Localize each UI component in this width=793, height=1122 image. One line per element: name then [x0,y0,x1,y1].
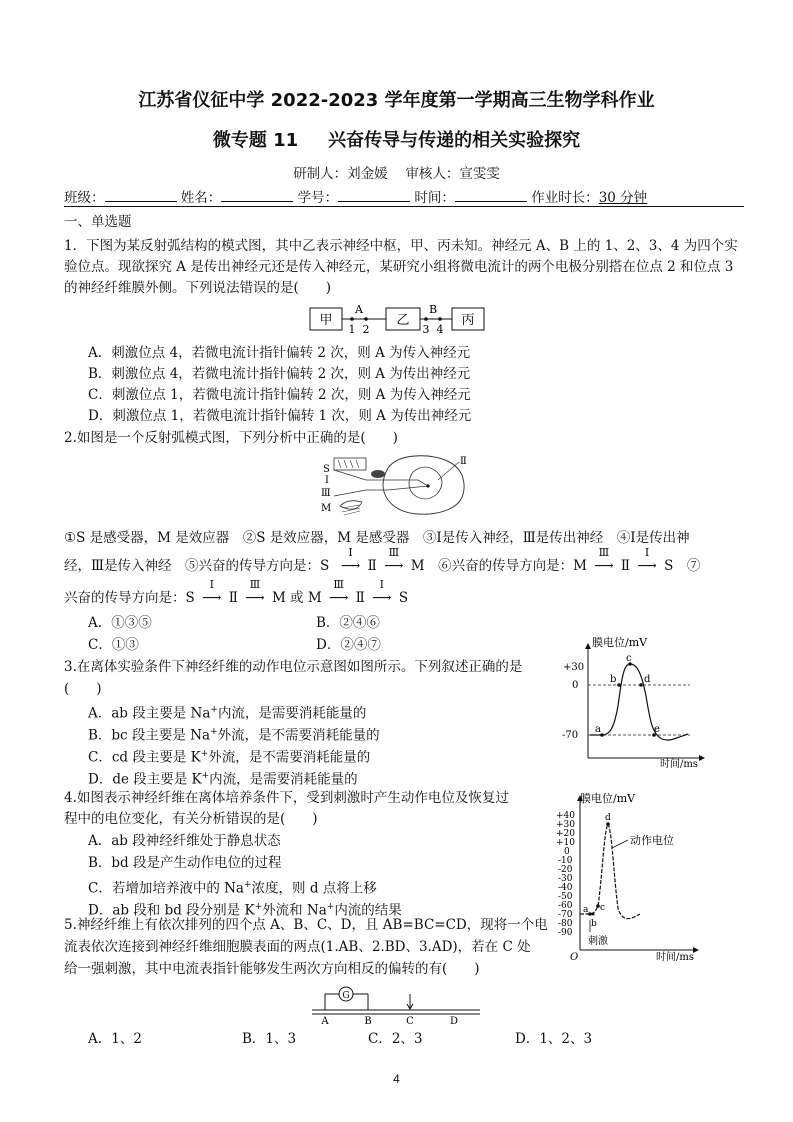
class-field[interactable] [105,189,177,202]
q3-option-b[interactable]: B．bc 段主要是 Na+外流，是不需要消耗能量的 [88,727,380,744]
q4-option-b[interactable]: B．bd 段是产生动作电位的过程 [88,855,282,871]
q3-option-d[interactable]: D．de 段主要是 K+内流，是需要消耗能量的 [88,771,358,788]
label-m: M [321,503,332,514]
box-bing-label: 丙 [461,313,475,328]
subtitle-number: 微专题 11 [212,130,299,151]
q5-stem-line2: 流表依次连接到神经纤维细胞膜表面的两点(1.AB、2.BD、3.AD)，若在 C 处 [64,939,531,955]
box-yi-label: 乙 [396,313,410,328]
label-c: c [626,653,632,664]
q1-option-d[interactable]: D．刺激位点 1，若微电流计指针偏转 1 次，则 A 为传出神经元 [88,408,472,424]
ap-curve [590,664,688,740]
label-d: d [605,813,611,823]
q3-option-c[interactable]: C．cd 段主要是 K+外流，是不需要消耗能量的 [88,749,371,766]
q2-line3-part-c: M 或 M [271,590,322,606]
q1-option-a[interactable]: A．刺激位点 4，若微电流计指针偏转 2 次，则 A 为传入神经元 [88,345,471,361]
q2-option-d[interactable]: D．②④⑦ [316,637,381,653]
q1-option-c[interactable]: C．刺激位点 1，若微电流计指针偏转 2 次，则 A 为传入神经元 [88,387,471,403]
neuron-b-label: B [428,303,438,316]
q2-line2-part-d: Ⅱ [620,558,631,574]
label-iii: Ⅲ [321,488,331,499]
id-field[interactable] [338,189,410,202]
q2-line-2 [64,546,701,576]
duration-value: 30 分钟 [598,190,648,206]
q2-line2-part-c: M ⑥兴奋的传导方向是：M [410,558,587,574]
arrow-iii-4: Ⅲ ⟶ [328,578,349,606]
svg-text:-90: -90 [558,928,573,938]
q4-membrane-potential-chart [550,790,710,966]
q3-action-potential-chart [558,636,708,768]
point-b-label: B [364,1016,372,1026]
tick-minus70: -70 [562,730,579,741]
svg-text:-40: -40 [558,883,573,893]
page-title: 江苏省仪征中学 2022-2023 学年度第一学期高三生物学科作业 [138,90,655,111]
label-ii: Ⅱ [460,456,467,467]
tick-0: 0 [572,680,579,691]
svg-text:-70: -70 [558,910,573,920]
q5-option-d[interactable]: D．1、2、3 [515,1031,593,1047]
class-label: 班级： [64,190,105,206]
svg-text:+20: +20 [556,829,575,839]
q5-nerve-fiber-diagram [310,984,482,1026]
point-b [617,683,621,687]
label-b: b [591,919,597,929]
q5-option-b[interactable]: B．1、3 [242,1031,297,1047]
q2-line3-part-e: S [398,590,409,606]
arrow-i-2: Ⅰ ⟶ [637,546,657,574]
section-heading: 一、单选题 [64,214,132,230]
q2-line2-part-a: 经，Ⅲ是传入神经 ⑤兴奋的传导方向是：S [64,558,330,574]
arrow-i-3: Ⅰ ⟶ [202,578,222,606]
q2-line3-part-a: 兴奋的传导方向是：S [64,590,195,606]
label-a: a [595,724,601,735]
svg-text:-50: -50 [558,892,573,902]
label-c: c [600,903,606,913]
name-label: 姓名： [180,190,222,206]
svg-text:-20: -20 [558,865,573,875]
page-number: 4 [393,1072,400,1086]
skin-receptor [334,458,366,470]
duration-label: 作业时长： [531,190,599,206]
svg-text:-30: -30 [558,874,573,884]
q1-stem: 1．下图为某反射弧结构的模式图，其中乙表示神经中枢，甲、丙未知。神经元 A、B 上的 1、2、3、4 为四个实验位点。现欲探究 A 是传出神经元还是传入神经元，某研究小组将微电流计的两个电极分别搭在位点 2 和位点 3 的神经纤维膜外侧。下列说法错误的是( ) [64,238,738,296]
arrow-iii-2: Ⅲ ⟶ [594,546,614,574]
point-c-label: C [406,1016,414,1026]
arrow-i-1: Ⅰ ⟶ [340,546,361,574]
point-b [592,913,595,916]
time-label: 时间： [414,190,455,206]
id-label: 学号： [297,190,339,206]
svg-text:+30: +30 [556,820,575,830]
x-axis-label: 时间/ms [660,759,698,768]
point-4-dot [438,317,442,321]
q2-option-a[interactable]: A．①③⑤ [88,615,152,631]
q3-stem-line2: ( ) [64,681,102,697]
label-s: S [323,464,330,475]
spinal-cord [383,456,464,514]
point-d [639,683,643,687]
point-d-label: D [449,1016,459,1026]
y-axis-label: 膜电位/mV [580,792,636,805]
arrow-iii-1: Ⅲ ⟶ [384,546,404,574]
point-4-label: 4 [436,323,444,336]
q2-stem: 2.如图是一个反射弧模式图，下列分析中正确的是( ) [64,430,398,446]
point-1-dot [350,317,354,321]
page-subtitle [0,126,793,152]
q2-line3-part-d: Ⅱ [355,590,365,606]
info-line [64,186,744,206]
point-a-label: A [321,1016,329,1026]
label-a: a [583,905,589,915]
arrow-iii-3: Ⅲ ⟶ [245,578,265,606]
arrow-i-4: Ⅰ ⟶ [372,578,392,606]
q5-stem-line1: 5.神经纤维上有依次排列的四个点 A、B、C、D，且 AB=BC=CD，现将一个电 [64,917,548,933]
svg-text:-60: -60 [558,901,573,911]
q5-option-c[interactable]: C．2、3 [368,1031,423,1047]
box-jia-label: 甲 [319,313,333,328]
svg-text:-80: -80 [558,919,573,929]
label-e: e [654,724,660,735]
q2-line2-part-e: S ⑦ [664,558,701,574]
point-3-dot [424,317,428,321]
subtitle-text: 兴奋传导与传递的相关实验探究 [328,130,581,151]
q4-option-d[interactable]: D．ab 段和 bd 段分别是 K+外流和 Na+内流的结果 [88,902,402,919]
label-i: Ⅰ [325,475,329,486]
q4-stem-line1: 4.如图表示神经纤维在离体培养条件下，受到刺激时产生动作电位及恢复过 [64,790,509,806]
authors-line: 研制人：刘金媛 审核人：宣雯雯 [293,166,500,182]
efferent-fiber [334,490,388,496]
svg-text:-10: -10 [558,856,573,866]
tick-plus30: +30 [563,662,585,673]
stimulus-label: 刺激 [588,936,608,947]
q3-stem-line1: 3.在离体实验条件下神经纤维的动作电位示意图如图所示。下列叙述正确的是 [64,659,523,675]
time-field[interactable] [455,189,527,202]
q2-line-3 [64,578,409,608]
q2-line2-part-b: Ⅱ [367,558,377,574]
q2-option-b[interactable]: B．②④⑥ [316,615,380,631]
x-axis-label: 时间/ms [656,952,694,963]
point-a [588,912,592,916]
q4-option-a[interactable]: A．ab 段神经纤维处于静息状态 [88,833,281,849]
point-2-dot [364,317,368,321]
svg-text:+10: +10 [556,838,575,848]
q2-reflex-arc-diagram [318,450,478,522]
header-divider [64,206,744,207]
q1-option-b[interactable]: B．刺激位点 4，若微电流计指针偏转 2 次，则 A 为传出神经元 [88,366,471,382]
svg-text:+40: +40 [556,811,575,821]
q5-option-a[interactable]: A．1、2 [88,1031,142,1047]
name-field[interactable] [221,189,293,202]
q2-line3-part-b: Ⅱ [228,590,238,606]
label-b: b [610,674,617,685]
y-ticks [556,811,575,938]
svg-text:0: 0 [564,847,570,857]
point-1-label: 1 [348,323,356,336]
q5-stem-line3: 给一强刺激，其中电流表指针能够发生两次方向相反的偏转的有( ) [64,961,480,977]
point-3-label: 3 [422,323,430,336]
q4-stem-line2: 程中的电位变化，有关分析错误的是( ) [64,811,318,827]
q3-option-a[interactable]: A．ab 段主要是 Na+内流，是需要消耗能量的 [88,705,367,722]
point-2-label: 2 [362,323,370,336]
q4-option-c[interactable]: C．若增加培养液中的 Na+浓度，则 d 点将上移 [88,880,377,897]
neuron-a-label: A [355,303,363,316]
y-axis-label: 膜电位/mV [592,636,648,649]
grey-matter [409,467,442,499]
label-d: d [644,674,651,685]
curve-label: 动作电位 [630,834,674,847]
q1-reflex-diagram [306,303,486,337]
origin-label: O [570,952,579,963]
galvanometer-label: G [342,991,350,1001]
q2-line-1: ①S 是感受器，M 是效应器 ②S 是效应器，M 是感受器 ③Ⅰ是传入神经，Ⅲ是传出神经 ④Ⅰ是传出神 [64,530,690,546]
q2-option-c[interactable]: C．①③ [88,637,139,653]
ganglion [371,470,385,478]
